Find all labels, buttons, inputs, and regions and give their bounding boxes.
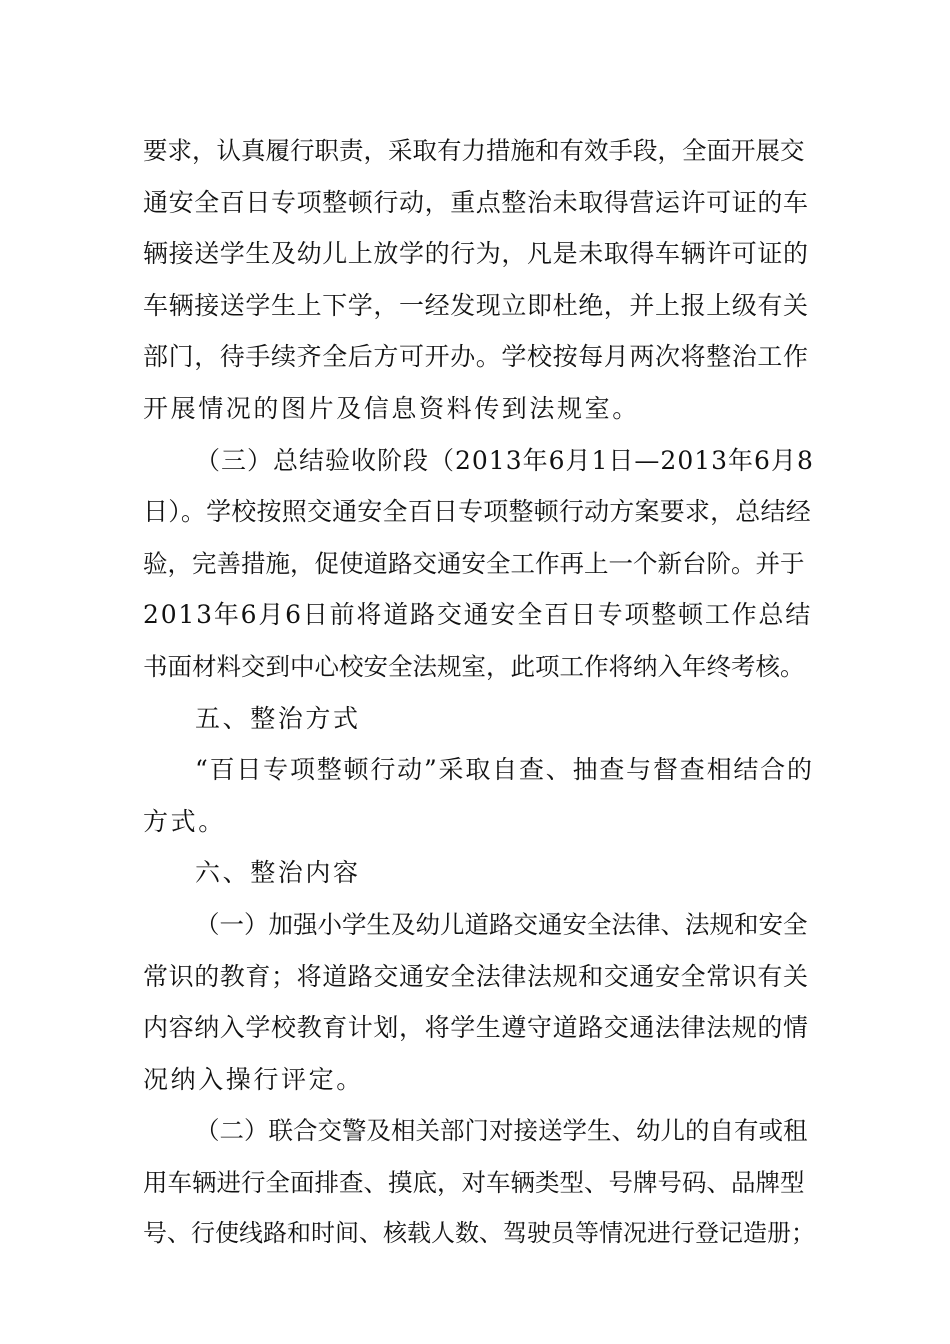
paragraph-line: （一）加强小学生及幼儿道路交通安全法律、法规和安全 [195,909,808,939]
paragraph-line: “百日专项整顿行动”采取自查、抽查与督查相结合的 [195,755,814,785]
paragraph-line: 验，完善措施，促使道路交通安全工作再上一个新台阶。并于 [143,548,805,578]
paragraph-line: 开展情况的图片及信息资料传到法规室。 [143,393,640,423]
paragraph-line: （二）联合交警及相关部门对接送学生、幼儿的自有或租 [195,1116,808,1146]
paragraph-line: 方式。 [143,806,226,836]
paragraph-line: 用车辆进行全面排查、摸底，对车辆类型、号牌号码、品牌型 [143,1167,805,1197]
paragraph-line: 部门，待手续齐全后方可开办。学校按每月两次将整治工作 [143,342,809,372]
paragraph-line: 2013年6月6日前将道路交通安全百日专项整顿工作总结 [143,600,813,630]
document-body [143,125,815,1260]
paragraph-line: 常识的教育；将道路交通安全法律法规和交通安全常识有关 [143,961,809,991]
paragraph-line: 内容纳入学校教育计划，将学生遵守道路交通法律法规的情 [143,1013,809,1043]
section-heading-method: 五、整治方式 [195,703,361,733]
paragraph-line: 况纳入操行评定。 [143,1064,364,1094]
paragraph-line: 号、行使线路和时间、核载人数、驾驶员等情况进行登记造册； [143,1219,815,1248]
section-heading-content: 六、整治内容 [195,858,361,888]
paragraph-line: 要求，认真履行职责，采取有力措施和有效手段，全面开展交 [143,136,805,165]
paragraph-line: 日）。学校按照交通安全百日专项整顿行动方案要求，总结经 [143,497,811,527]
paragraph-line: 辆接送学生及幼儿上放学的行为，凡是未取得车辆许可证的 [143,239,809,269]
section-heading-summary: （三）总结验收阶段（2013年6月1日—2013年6月8 [195,445,814,475]
paragraph-line: 车辆接送学生上下学，一经发现立即杜绝，并上报上级有关 [143,290,809,320]
paragraph-line: 书面材料交到中心校安全法规室，此项工作将纳入年终考核。 [143,651,805,681]
paragraph-line: 通安全百日专项整顿行动，重点整治未取得营运许可证的车 [143,187,809,217]
